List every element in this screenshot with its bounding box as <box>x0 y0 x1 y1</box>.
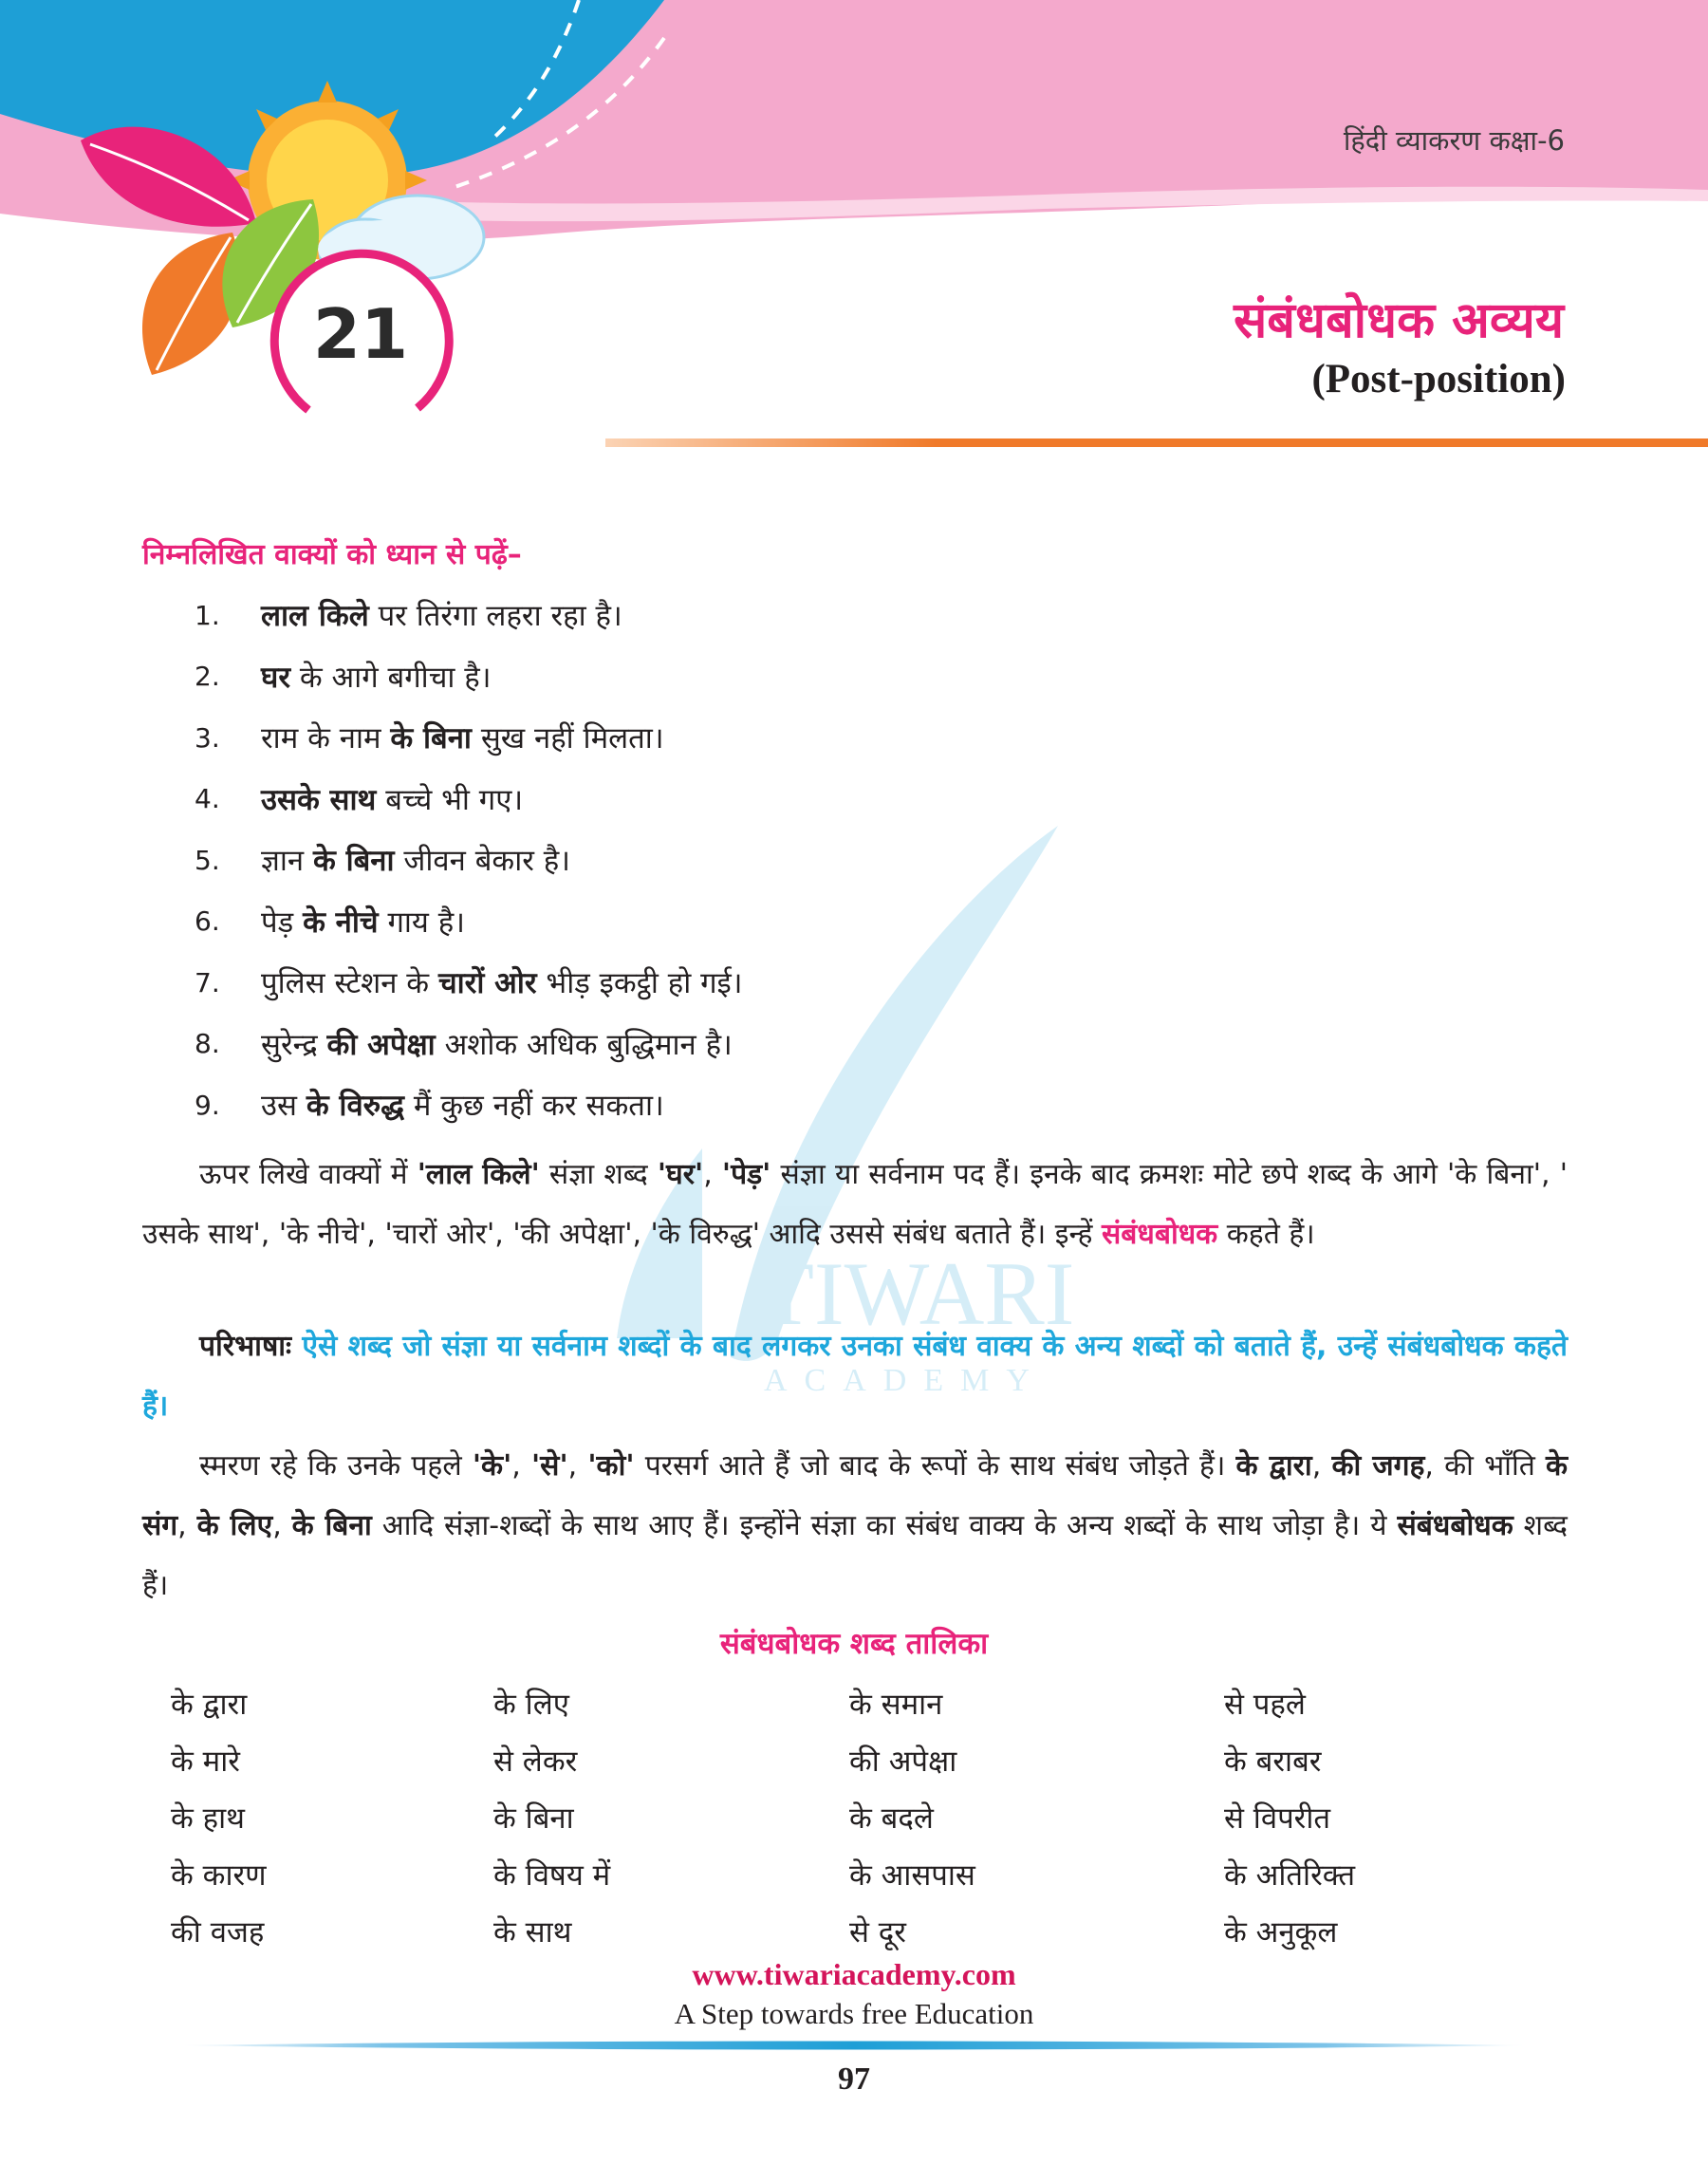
example-item <box>195 769 743 830</box>
example-number: 8. <box>195 1028 220 1060</box>
table-cell: के समान <box>849 1688 943 1722</box>
example-bold: के विरुद्ध <box>306 1089 404 1124</box>
example-number: 4. <box>195 783 220 815</box>
table-cell: के लिए <box>493 1688 569 1722</box>
table-cell: से दूर <box>849 1915 906 1950</box>
table-cell: के हाथ <box>171 1801 245 1836</box>
example-number: 2. <box>195 661 220 693</box>
definition-label: परिभाषाः <box>199 1330 292 1363</box>
example-number: 6. <box>195 905 220 938</box>
example-bold: चारों ओर <box>437 966 537 1001</box>
footer-divider <box>0 2039 1708 2052</box>
table-row <box>171 1732 1509 1789</box>
table-cell: के मारे <box>171 1745 240 1779</box>
page-number: 97 <box>838 2062 870 2097</box>
definition-paragraph <box>142 1316 1568 1436</box>
table-cell: के साथ <box>493 1915 572 1950</box>
example-number: 5. <box>195 844 220 876</box>
example-pre: राम के नाम <box>261 721 391 756</box>
example-rest: पर तिरंगा लहरा रहा है। <box>368 599 622 634</box>
example-pre: ज्ञान <box>261 844 313 879</box>
watermark-sub: ACADEMY <box>764 1363 1047 1398</box>
example-bold: की अपेक्षा <box>326 1027 436 1062</box>
example-pre: उस <box>261 1089 306 1124</box>
explanation-paragraph: ऊपर लिखे वाक्यों में 'लाल किले' संज्ञा शब्द 'घर', 'पेड़' संज्ञा या सर्वनाम पद हैं। इनके बाद क्रमशः मोटे छपे शब्द के आगे 'के बिना', ' उसके साथ', 'के नीचे', 'चारों ओर', 'की अपेक्षा', 'के विरुद्ध' आदि उससे संबंध बताते हैं। इन्हें संबंधबोधक कहते हैं। <box>142 1158 1568 1251</box>
table-cell: के अनुकूल <box>1224 1915 1338 1950</box>
example-bold: के बिना <box>390 721 472 756</box>
table-cell: से लेकर <box>493 1745 578 1779</box>
example-number: 3. <box>195 721 220 754</box>
example-item <box>195 1014 743 1075</box>
table-cell: के कारण <box>171 1858 267 1893</box>
table-cell: के आसपास <box>849 1858 975 1893</box>
example-bold: के बिना <box>312 844 395 879</box>
example-item <box>195 891 743 953</box>
table-row <box>171 1675 1509 1732</box>
example-rest: अशोक अधिक बुद्धिमान है। <box>435 1027 733 1062</box>
example-rest: बच्चे भी गए। <box>376 782 524 817</box>
word-table-title: संबंधबोधक शब्द तालिका <box>719 1627 989 1661</box>
table-cell: के बराबर <box>1224 1745 1322 1779</box>
table-row <box>171 1846 1509 1903</box>
example-bold: घर <box>261 660 290 695</box>
table-cell: के बदले <box>849 1801 934 1836</box>
example-rest: सुख नहीं मिलता। <box>471 721 664 756</box>
example-number: 9. <box>195 1089 220 1121</box>
definition-text: ऐसे शब्द जो संज्ञा या सर्वनाम शब्दों के बाद लगकर उनका संबंध वाक्य के अन्य शब्दों को बताते हैं, उन्हें संबंधबोधक कहते हैं। <box>142 1330 1568 1423</box>
example-pre: सुरेन्द्र <box>261 1027 327 1062</box>
table-cell: की अपेक्षा <box>849 1745 957 1779</box>
table-cell: के विषय में <box>493 1858 611 1893</box>
intro-heading: निम्नलिखित वाक्यों को ध्यान से पढ़ें– <box>142 538 522 571</box>
watermark-name: TIWARI <box>759 1243 1075 1344</box>
footer-tagline: A Step towards free Education <box>674 1997 1034 2030</box>
table-cell: से पहले <box>1224 1688 1306 1722</box>
example-item <box>195 707 743 769</box>
example-item <box>195 952 743 1014</box>
example-pre: पुलिस स्टेशन के <box>261 966 438 1001</box>
table-row <box>171 1903 1509 1960</box>
chapter-title: संबंधबोधक अव्यय <box>1234 292 1564 349</box>
example-list <box>195 585 743 1136</box>
table-cell: की वजह <box>171 1915 265 1950</box>
example-item <box>195 1074 743 1136</box>
table-cell: के अतिरिक्त <box>1224 1858 1356 1893</box>
example-bold: लाल किले <box>261 599 369 634</box>
table-cell: से विपरीत <box>1224 1801 1331 1836</box>
example-bold: उसके साथ <box>261 782 377 817</box>
series-title: हिंदी व्याकरण कक्षा-6 <box>1343 124 1565 157</box>
example-rest: भीड़ इकट्ठी हो गई। <box>536 966 743 1001</box>
chapter-number: 21 <box>312 294 409 374</box>
example-pre: पेड़ <box>261 905 304 940</box>
example-rest: मैं कुछ नहीं कर सकता। <box>404 1089 664 1124</box>
word-table <box>171 1675 1509 1960</box>
example-item <box>195 585 743 646</box>
example-rest: के आगे बगीचा है। <box>290 660 492 695</box>
example-item <box>195 830 743 891</box>
table-cell: के द्वारा <box>171 1688 248 1722</box>
example-rest: गाय है। <box>378 905 465 940</box>
example-rest: जीवन बेकार है। <box>394 844 571 879</box>
example-number: 7. <box>195 966 220 998</box>
example-bold: के नीचे <box>303 905 379 940</box>
table-row <box>171 1789 1509 1846</box>
footer-url-link[interactable]: www.tiwariacademy.com <box>692 1957 1016 1991</box>
example-number: 1. <box>195 599 220 631</box>
note-paragraph: स्मरण रहे कि उनके पहले 'के', 'से', 'को' परसर्ग आते हैं जो बाद के रूपों के साथ संबंध जोड़ते हैं। के द्वारा, की जगह, की भाँति के संग, के लिए, के बिना आदि संज्ञा-शब्दों के साथ आए हैं। इन्होंने संज्ञा का संबंध वाक्य के अन्य शब्दों के साथ जोड़ा है। ये संबंधबोधक शब्द हैं। <box>142 1449 1569 1602</box>
table-cell: के बिना <box>493 1801 574 1836</box>
example-item <box>195 646 743 708</box>
chapter-subtitle: (Post-position) <box>1311 357 1566 401</box>
